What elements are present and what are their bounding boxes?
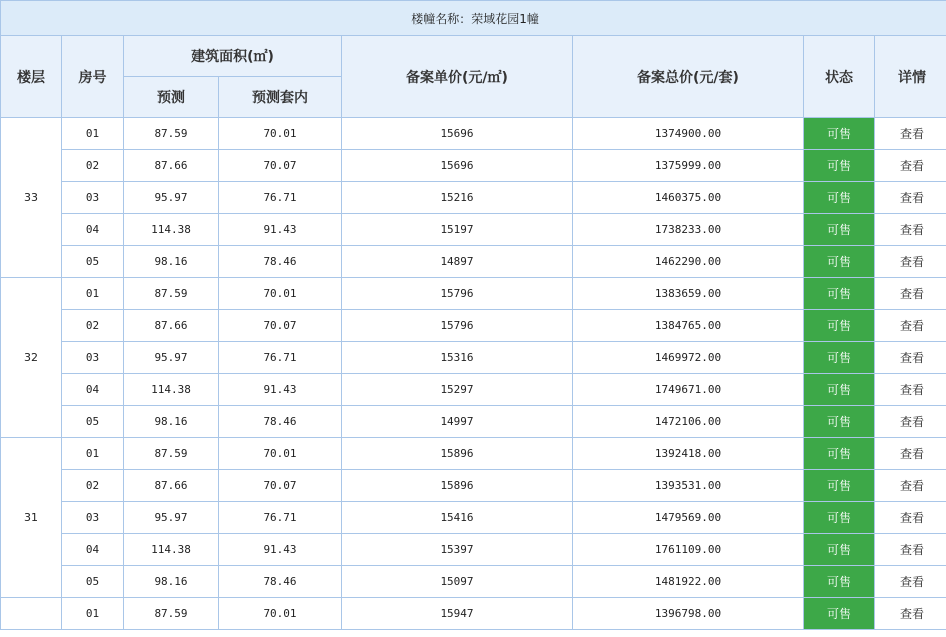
unit-price-cell: 15416	[342, 502, 573, 534]
room-cell: 03	[62, 342, 124, 374]
status-badge: 可售	[804, 342, 875, 374]
area-inner-cell: 70.07	[219, 310, 342, 342]
view-detail-link[interactable]: 查看	[875, 150, 946, 182]
status-badge: 可售	[804, 310, 875, 342]
table-row	[1, 310, 946, 342]
table-row	[1, 214, 946, 246]
status-badge: 可售	[804, 470, 875, 502]
area-inner-cell: 76.71	[219, 502, 342, 534]
unit-price-cell: 15896	[342, 470, 573, 502]
area-inner-cell: 70.01	[219, 118, 342, 150]
total-price-cell: 1396798.00	[573, 598, 804, 630]
room-cell: 05	[62, 246, 124, 278]
status-badge: 可售	[804, 438, 875, 470]
room-cell: 05	[62, 406, 124, 438]
view-detail-link[interactable]: 查看	[875, 182, 946, 214]
view-detail-link[interactable]: 查看	[875, 374, 946, 406]
area-inner-cell: 70.01	[219, 278, 342, 310]
area-inner-cell: 70.07	[219, 470, 342, 502]
room-cell: 01	[62, 118, 124, 150]
view-detail-link[interactable]: 查看	[875, 310, 946, 342]
area-predicted-cell: 98.16	[124, 566, 219, 598]
header-total-price: 备案总价(元/套)	[573, 36, 804, 118]
total-price-cell: 1472106.00	[573, 406, 804, 438]
total-price-cell: 1393531.00	[573, 470, 804, 502]
view-detail-link[interactable]: 查看	[875, 278, 946, 310]
unit-price-cell: 15097	[342, 566, 573, 598]
floor-cell: 31	[1, 438, 62, 598]
room-cell: 04	[62, 214, 124, 246]
room-cell: 02	[62, 150, 124, 182]
table-row	[1, 502, 946, 534]
header-area: 建筑面积(㎡)	[124, 36, 342, 77]
view-detail-link[interactable]: 查看	[875, 342, 946, 374]
total-price-cell: 1761109.00	[573, 534, 804, 566]
area-inner-cell: 78.46	[219, 566, 342, 598]
header-area-predicted: 预测	[124, 77, 219, 118]
area-predicted-cell: 87.66	[124, 470, 219, 502]
area-inner-cell: 70.07	[219, 150, 342, 182]
area-predicted-cell: 95.97	[124, 502, 219, 534]
building-title: 楼幢名称：荣域花园1幢	[1, 1, 946, 36]
status-badge: 可售	[804, 534, 875, 566]
unit-price-cell: 15796	[342, 278, 573, 310]
area-predicted-cell: 114.38	[124, 214, 219, 246]
total-price-cell: 1481922.00	[573, 566, 804, 598]
area-inner-cell: 91.43	[219, 374, 342, 406]
table-row	[1, 470, 946, 502]
unit-price-cell: 15216	[342, 182, 573, 214]
area-inner-cell: 91.43	[219, 214, 342, 246]
status-badge: 可售	[804, 214, 875, 246]
area-predicted-cell: 98.16	[124, 406, 219, 438]
view-detail-link[interactable]: 查看	[875, 438, 946, 470]
room-cell: 05	[62, 566, 124, 598]
view-detail-link[interactable]: 查看	[875, 598, 946, 630]
area-predicted-cell: 87.59	[124, 118, 219, 150]
area-predicted-cell: 98.16	[124, 246, 219, 278]
area-predicted-cell: 87.66	[124, 310, 219, 342]
table-row	[1, 374, 946, 406]
table-row	[1, 342, 946, 374]
table-row	[1, 246, 946, 278]
total-price-cell: 1384765.00	[573, 310, 804, 342]
view-detail-link[interactable]: 查看	[875, 118, 946, 150]
total-price-cell: 1462290.00	[573, 246, 804, 278]
area-inner-cell: 78.46	[219, 406, 342, 438]
status-badge: 可售	[804, 278, 875, 310]
area-inner-cell: 70.01	[219, 598, 342, 630]
table-row	[1, 566, 946, 598]
room-cell: 03	[62, 502, 124, 534]
table-row	[1, 278, 946, 310]
header-status: 状态	[804, 36, 875, 118]
unit-price-cell: 15316	[342, 342, 573, 374]
area-inner-cell: 70.01	[219, 438, 342, 470]
area-predicted-cell: 87.59	[124, 438, 219, 470]
room-cell: 04	[62, 374, 124, 406]
unit-price-cell: 15197	[342, 214, 573, 246]
status-badge: 可售	[804, 150, 875, 182]
area-predicted-cell: 95.97	[124, 182, 219, 214]
units-table-body	[1, 118, 946, 630]
header-unit-price: 备案单价(元/㎡)	[342, 36, 573, 118]
unit-price-cell: 14897	[342, 246, 573, 278]
total-price-cell: 1479569.00	[573, 502, 804, 534]
total-price-cell: 1460375.00	[573, 182, 804, 214]
area-predicted-cell: 95.97	[124, 342, 219, 374]
table-row	[1, 118, 946, 150]
area-predicted-cell: 87.66	[124, 150, 219, 182]
table-row	[1, 598, 946, 630]
unit-price-cell: 15796	[342, 310, 573, 342]
table-row	[1, 182, 946, 214]
status-badge: 可售	[804, 566, 875, 598]
status-badge: 可售	[804, 406, 875, 438]
area-predicted-cell: 114.38	[124, 534, 219, 566]
header-area-predicted-inner: 预测套内	[219, 77, 342, 118]
status-badge: 可售	[804, 598, 875, 630]
view-detail-link[interactable]: 查看	[875, 470, 946, 502]
area-inner-cell: 78.46	[219, 246, 342, 278]
table-row	[1, 150, 946, 182]
area-predicted-cell: 114.38	[124, 374, 219, 406]
floor-cell: 33	[1, 118, 62, 278]
view-detail-link[interactable]: 查看	[875, 534, 946, 566]
status-badge: 可售	[804, 246, 875, 278]
unit-price-cell: 14997	[342, 406, 573, 438]
total-price-cell: 1738233.00	[573, 214, 804, 246]
unit-price-cell: 15947	[342, 598, 573, 630]
floor-cell	[1, 598, 62, 630]
room-cell: 02	[62, 310, 124, 342]
room-cell: 01	[62, 598, 124, 630]
floor-cell: 32	[1, 278, 62, 438]
total-price-cell: 1469972.00	[573, 342, 804, 374]
total-price-cell: 1749671.00	[573, 374, 804, 406]
status-badge: 可售	[804, 118, 875, 150]
view-detail-link[interactable]: 查看	[875, 502, 946, 534]
status-badge: 可售	[804, 502, 875, 534]
unit-price-cell: 15397	[342, 534, 573, 566]
room-cell: 01	[62, 278, 124, 310]
room-cell: 04	[62, 534, 124, 566]
total-price-cell: 1375999.00	[573, 150, 804, 182]
header-floor: 楼层	[1, 36, 62, 118]
unit-price-cell: 15696	[342, 118, 573, 150]
total-price-cell: 1392418.00	[573, 438, 804, 470]
area-predicted-cell: 87.59	[124, 278, 219, 310]
unit-price-cell: 15297	[342, 374, 573, 406]
room-cell: 02	[62, 470, 124, 502]
view-detail-link[interactable]: 查看	[875, 214, 946, 246]
view-detail-link[interactable]: 查看	[875, 406, 946, 438]
total-price-cell: 1374900.00	[573, 118, 804, 150]
area-inner-cell: 76.71	[219, 182, 342, 214]
view-detail-link[interactable]: 查看	[875, 246, 946, 278]
header-room: 房号	[62, 36, 124, 118]
status-badge: 可售	[804, 374, 875, 406]
header-detail: 详情	[875, 36, 946, 118]
view-detail-link[interactable]: 查看	[875, 566, 946, 598]
total-price-cell: 1383659.00	[573, 278, 804, 310]
room-cell: 01	[62, 438, 124, 470]
room-cell: 03	[62, 182, 124, 214]
area-inner-cell: 91.43	[219, 534, 342, 566]
table-row	[1, 534, 946, 566]
unit-price-cell: 15696	[342, 150, 573, 182]
area-inner-cell: 76.71	[219, 342, 342, 374]
unit-price-cell: 15896	[342, 438, 573, 470]
area-predicted-cell: 87.59	[124, 598, 219, 630]
table-row	[1, 406, 946, 438]
table-row	[1, 438, 946, 470]
status-badge: 可售	[804, 182, 875, 214]
